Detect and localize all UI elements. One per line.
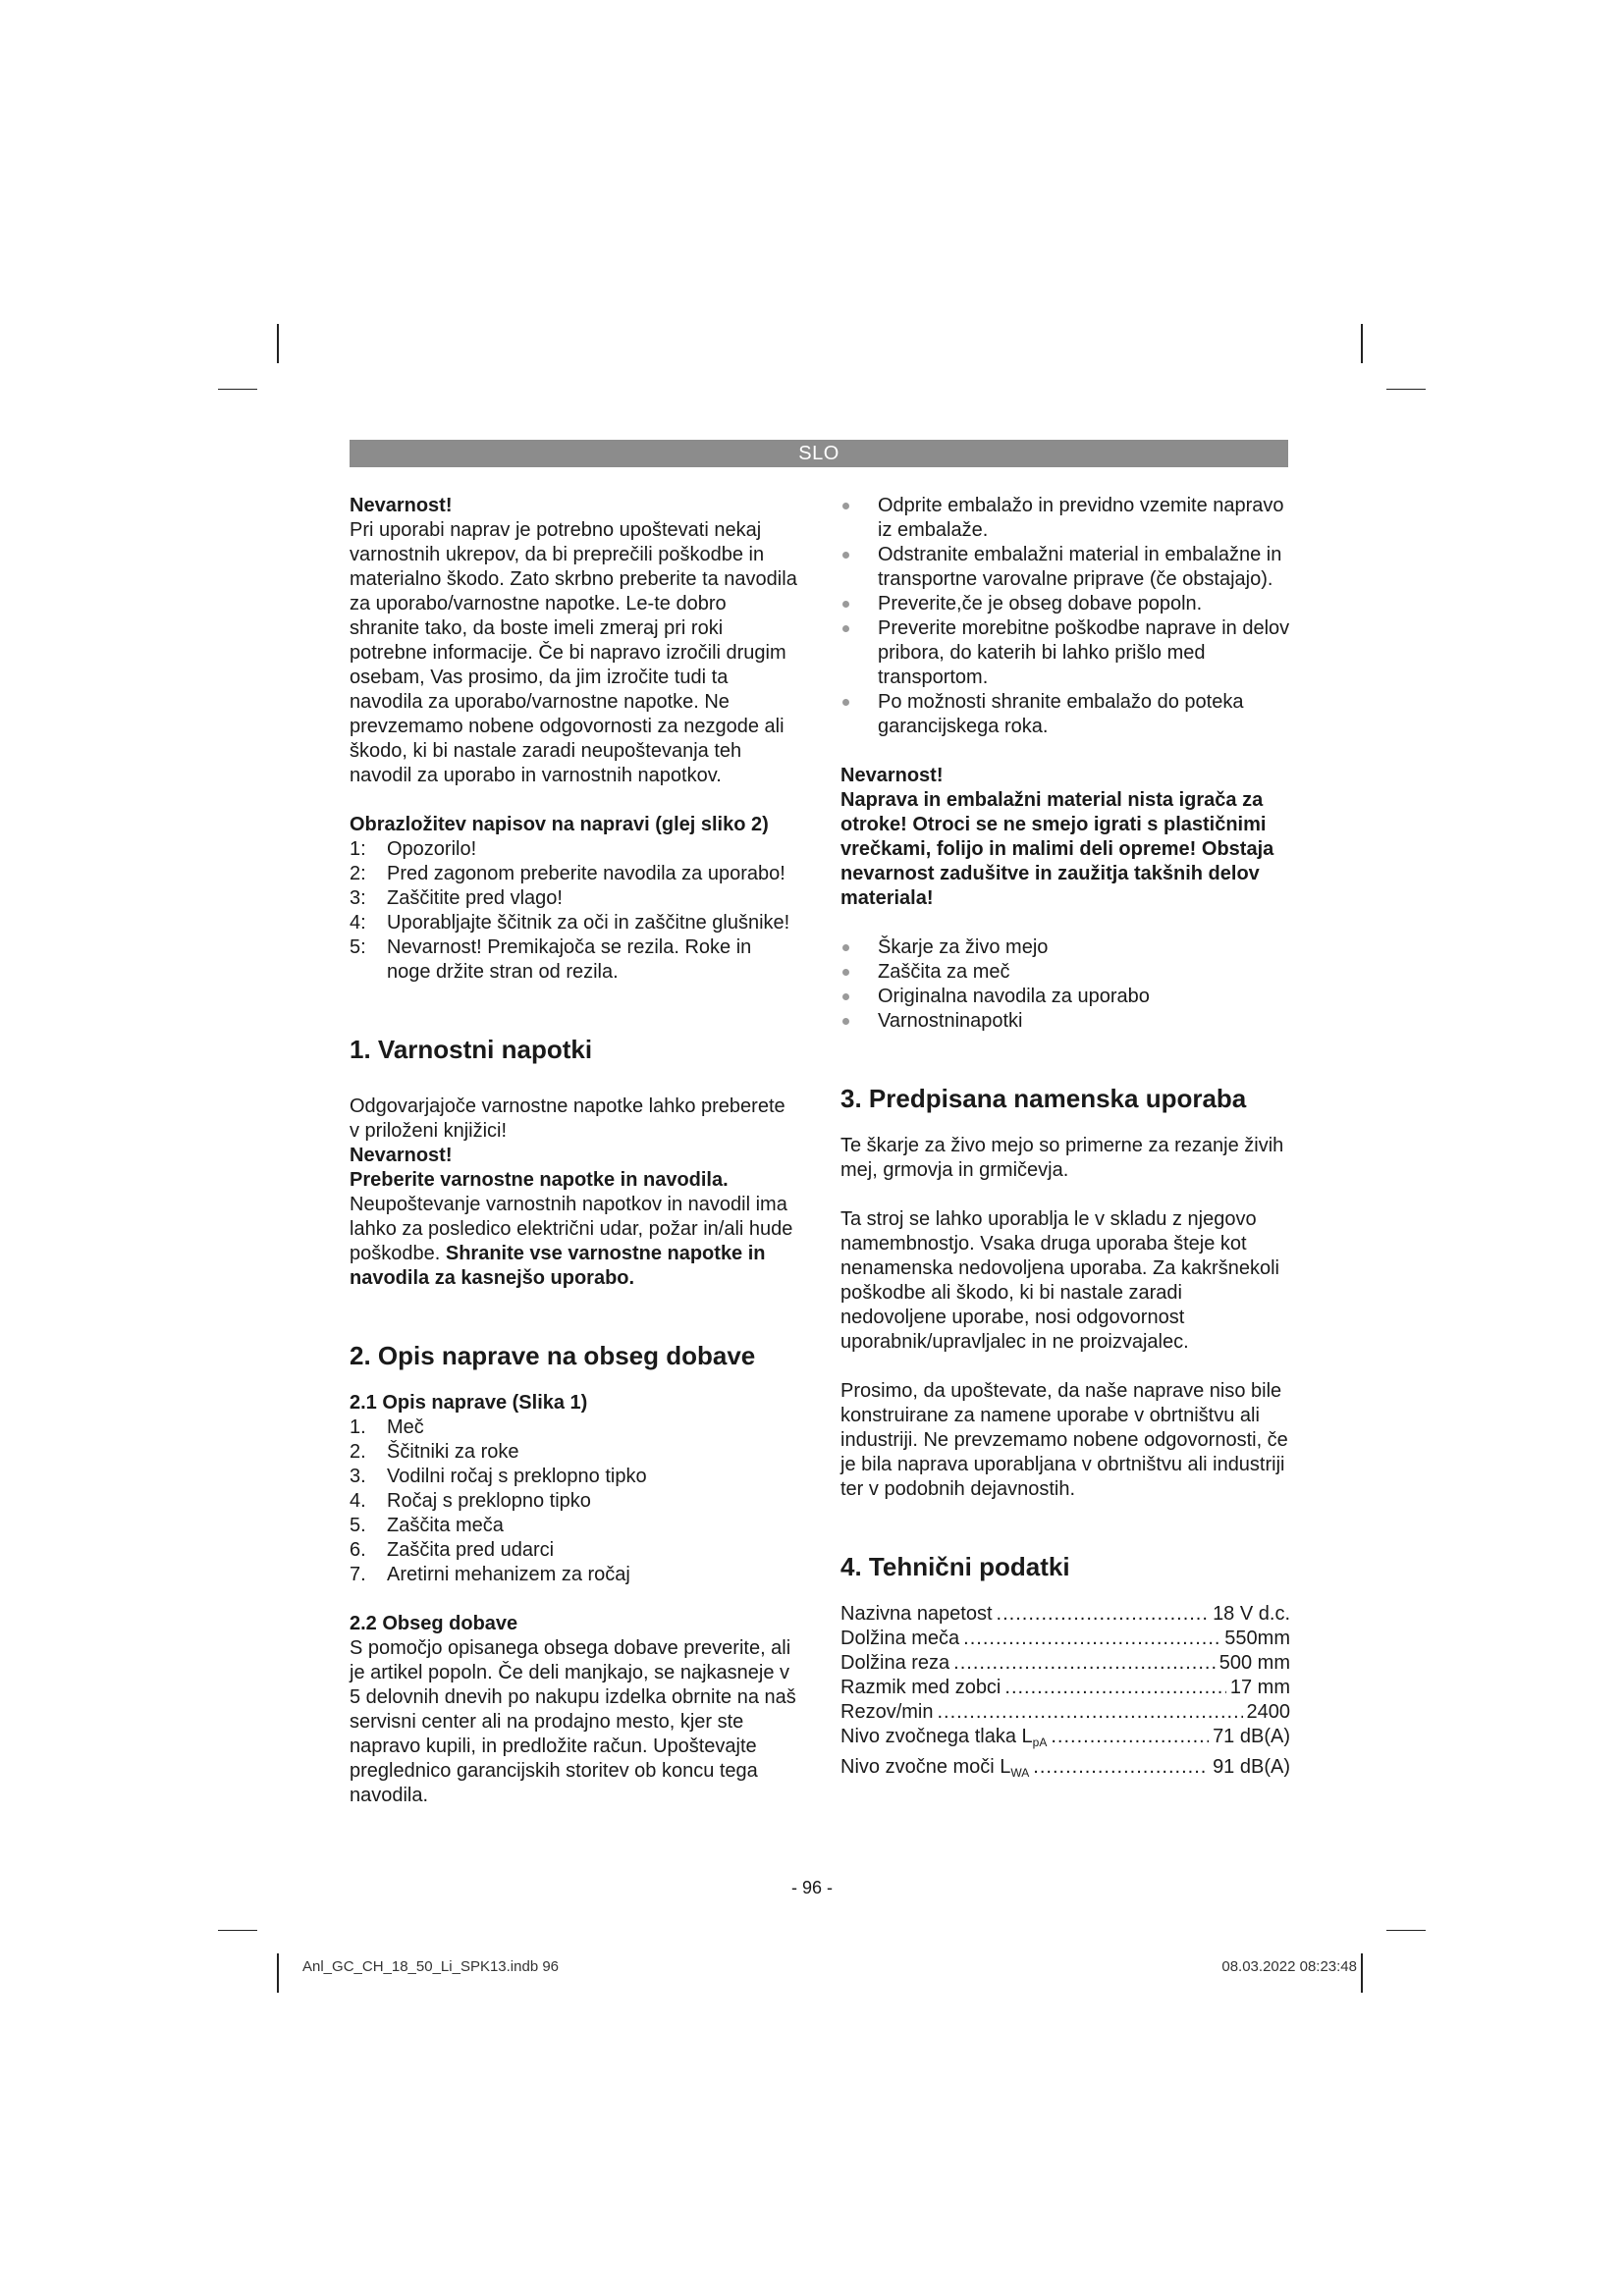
paragraph: Odgovarjajoče varnostne napotke lahko preberete v priloženi knjižici!: [350, 1095, 785, 1142]
left-column: [350, 494, 799, 1808]
spec-row: Dolžina meča ..... 550mm: [840, 1627, 1290, 1651]
list-item: Preverite morebitne poškodbe naprave in delov pribora, do katerih bi lahko prišlo med transportom.: [840, 616, 1290, 690]
footer-datetime: 08.03.2022 08:23:48: [1221, 1958, 1357, 1975]
bullet-icon: [842, 699, 849, 706]
language-header-bar: [350, 440, 1288, 467]
crop-mark: [1386, 1930, 1426, 1931]
crop-mark: [1361, 324, 1363, 363]
crop-mark: [1361, 1953, 1363, 1993]
danger-title: Nevarnost!: [350, 495, 453, 516]
paragraph: S pomočjo opisanega obsega dobave preverite, ali je artikel popoln. Če deli manjkajo, se najkasneje v 5 delovnih dnevih po nakupu izdelka obrnite na naš servisni center ali na prodajno mesto, kjer ste napravo kupili, in predložite račun. Upoštevajte preglednico garancijskih storitev ob koncu tega navodila.: [350, 1637, 796, 1806]
bold-instruction: Preberite varnostne napotke in navodila.: [350, 1169, 729, 1191]
list-item: 3: Zaščitite pred vlago!: [350, 887, 563, 909]
paragraph: Neupoštevanje varnostnih napotkov in navodil ima lahko za posledico električni udar, požar in/ali hude poškodbe. Shranite vse varnostne napotke in navodila za kasnejšo uporabo.: [350, 1194, 793, 1289]
list-item: Odprite embalažo in previdno vzemite napravo iz embalaže.: [840, 494, 1290, 543]
list-item: 6. Zaščita pred udarci: [350, 1539, 555, 1561]
bullet-icon: [842, 969, 849, 976]
crop-mark: [277, 324, 279, 363]
danger-title: Nevarnost!: [840, 765, 944, 786]
list-item: 5. Zaščita meča: [350, 1515, 504, 1536]
specs-table: [840, 1602, 1290, 1786]
symbols-title: Obrazložitev napisov na napravi (glej sliko 2): [350, 814, 769, 835]
page-number: - 96 -: [790, 1878, 833, 1897]
bullet-icon: [842, 503, 849, 509]
crop-mark: [218, 389, 257, 390]
symbols-list: [350, 837, 799, 985]
list-item: Po možnosti shranite embalažo do poteka garancijskega roka.: [840, 690, 1290, 739]
list-item: 2: Pred zagonom preberite navodila za uporabo!: [350, 863, 785, 884]
bullet-icon: [842, 944, 849, 951]
spec-row: Nazivna napetost ..... 18 V d.c.: [840, 1602, 1290, 1627]
list-item: Preverite,če je obseg dobave popoln.: [840, 592, 1290, 616]
section-heading: 3. Predpisana namenska uporaba: [840, 1084, 1247, 1113]
list-item: 1: Opozorilo!: [350, 838, 477, 860]
unpacking-list: [840, 494, 1290, 739]
list-item: 4. Ročaj s preklopno tipko: [350, 1490, 591, 1512]
list-item: 4: Uporabljajte ščitnik za oči in zaščitne glušnike!: [350, 912, 790, 934]
crop-mark: [218, 1930, 257, 1931]
list-item: 5: Nevarnost! Premikajoča se rezila. Roke in noge držite stran od rezila.: [350, 936, 752, 983]
bullet-icon: [842, 993, 849, 1000]
language-label: SLO: [798, 443, 839, 464]
list-item: 2. Ščitniki za roke: [350, 1441, 519, 1463]
spec-row: Nivo zvočne moči $L_{WA}$ ..... 91 dB(A): [840, 1755, 1290, 1786]
footer-filename: Anl_GC_CH_18_50_Li_SPK13.indb 96: [302, 1958, 560, 1975]
list-item: Varnostninapotki: [840, 1009, 1290, 1034]
list-item: Odstranite embalažni material in embalažne in transportne varovalne priprave (če obstajajo).: [840, 543, 1290, 592]
contents-list: [840, 935, 1290, 1034]
parts-list: [350, 1415, 799, 1587]
list-item: Škarje za živo mejo: [840, 935, 1290, 960]
section-heading: 4. Tehnični podatki: [840, 1552, 1070, 1581]
list-item: Zaščita za meč: [840, 960, 1290, 985]
section-heading: 1. Varnostni napotki: [350, 1035, 593, 1064]
spec-row: Rezov/min ..... 2400: [840, 1700, 1290, 1725]
danger-text: Naprava in embalažni material nista igrača za otroke! Otroci se ne smejo igrati s plastičnimi vrečkami, folijo in malimi deli opreme! Obstaja nevarnost zadušitve in zaužitja takšnih delov materiala!: [840, 789, 1274, 909]
paragraph: Prosimo, da upoštevate, da naše naprave niso bile konstruirane za namene uporabe v obrtništvu ali industriji. Ne prevzemamo nobene odgovornosti, če je bila naprava uporabljana v obrtništvu ali industriji ter v podobnih dejavnostih.: [840, 1380, 1288, 1500]
paragraph: Te škarje za živo mejo so primerne za rezanje živih mej, grmovja in grmičevja.: [840, 1135, 1284, 1181]
bullet-icon: [842, 625, 849, 632]
spec-row: Razmik med zobci ..... 17 mm: [840, 1676, 1290, 1700]
crop-mark: [1386, 389, 1426, 390]
list-item: 7. Aretirni mehanizem za ročaj: [350, 1564, 630, 1585]
subsection-heading: 2.2 Obseg dobave: [350, 1613, 518, 1634]
list-item: 3. Vodilni ročaj s preklopno tipko: [350, 1466, 647, 1487]
spec-row: Dolžina reza ..... 500 mm: [840, 1651, 1290, 1676]
paragraph: Ta stroj se lahko uporablja le v skladu z njegovo namembnostjo. Vsaka druga uporaba šteje kot nenamenska nedovoljena uporaba. Za kakršnekoli poškodbe ali škodo, ki bi nastale zaradi nedovoljene uporabe, nosi odgovornost uporabnik/upravljalec in ne proizvajalec.: [840, 1208, 1279, 1353]
list-item: Originalna navodila za uporabo: [840, 985, 1290, 1009]
spec-row: Nivo zvočnega tlaka $L_{pA}$ ..... 71 dB(A): [840, 1725, 1290, 1755]
list-item: 1. Meč: [350, 1416, 424, 1438]
bullet-icon: [842, 601, 849, 608]
right-column: [840, 494, 1290, 1786]
danger-title: Nevarnost!: [350, 1145, 453, 1166]
subsection-heading: 2.1 Opis naprave (Slika 1): [350, 1392, 588, 1414]
section-heading: 2. Opis naprave na obseg dobave: [350, 1341, 756, 1370]
crop-mark: [277, 1953, 279, 1993]
bullet-icon: [842, 1018, 849, 1025]
danger-text: Pri uporabi naprav je potrebno upoštevati nekaj varnostnih ukrepov, da bi preprečili poškodbe in materialno škodo. Zato skrbno preberite ta navodila za uporabo/varnostne napotke. Le-te dobro shranite tako, da boste imeli zmeraj pri roki potrebne informacije. Če bi napravo izročili drugim osebam, Vas prosimo, da jim izročite tudi ta navodila za uporabo/varnostne napotke. Ne prevzemamo nobene odgovornosti za nezgode ali škodo, ki bi nastale zaradi neupoštevanja teh navodil za uporabo in varnostnih napotkov.: [350, 519, 797, 786]
bullet-icon: [842, 552, 849, 559]
